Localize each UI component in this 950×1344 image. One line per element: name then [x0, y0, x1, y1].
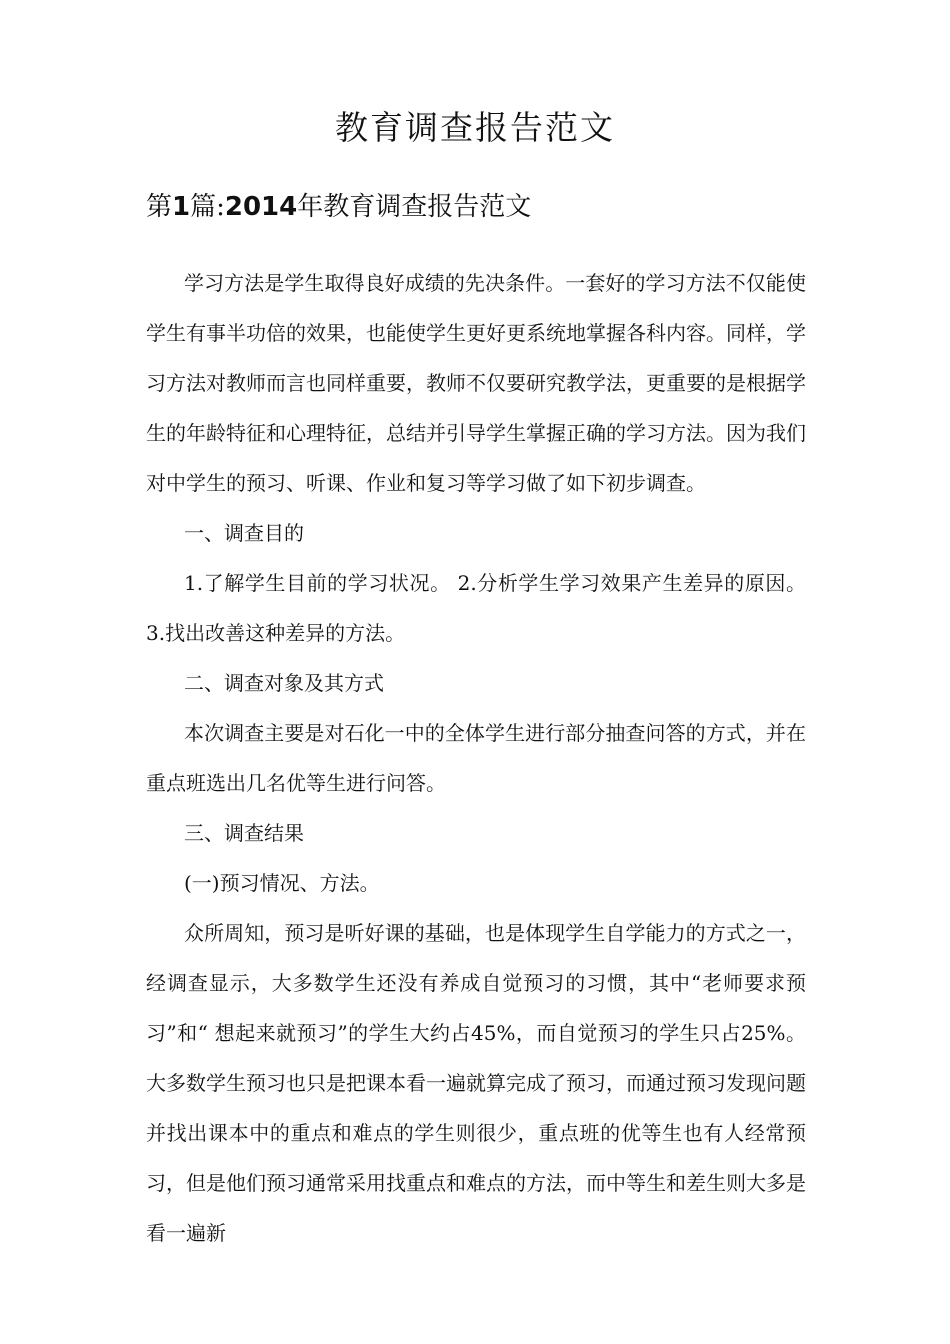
- paragraph-intro: [146, 258, 806, 508]
- heading-preview: (一)预习情况、方法。: [184, 871, 380, 895]
- document-body: [146, 258, 806, 1258]
- heading-subjects: 二、调查对象及其方式: [184, 671, 384, 695]
- heading-middle: 篇:: [190, 192, 225, 222]
- paragraph-subjects: 本次调查主要是对石化一中的全体学生进行部分抽查问答的方式，并在重点班选出几名优等生进行问答。: [146, 721, 806, 795]
- paragraph-preview: 众所周知，预习是听好课的基础，也是体现学生自学能力的方式之一，经调查显示，大多数学生还没有养成自觉预习的习惯，其中“老师要求预习”和“ 想起来就预习”的学生大约占45%，而自觉预习的学生只占25%。大多数学生预习也只是把课本看一遍就算完成了预习，而通过预习发现问题并找出课本中的重点和难点的学生则很少，重点班的优等生也有人经常预习，但是他们预习通常采用找重点和难点的方法，而中等生和差生则大多是看一遍新: [146, 921, 806, 1245]
- heading-prefix: 第: [146, 192, 173, 222]
- intro-text-before: 学习方法是学生取得良好成绩的先决条件。一套好的学习方法不仅能使学生有事半功倍的效果，也能使学生更好更系统地掌握各科内容。同样，学习方法对教师而言也同样重要，教师不仅要研究教学法，更重要的是根据学生的年龄特征和心理特征，: [146, 271, 806, 445]
- heading-suffix: 年教育调查报告范文: [297, 192, 532, 222]
- heading-purpose: 一、调查目的: [184, 521, 304, 545]
- heading-results: 三、调查结果: [184, 821, 304, 845]
- paragraph-purpose-list: 1.了解学生目前的学习状况。 2.分析学生学习效果产生差异的原因。 3.找出改善这种差异的方法。: [146, 571, 806, 645]
- document-title: 教育调查报告范文: [335, 108, 615, 147]
- heading-number: 1: [172, 192, 191, 222]
- section-heading: [146, 189, 531, 225]
- intro-text-after: 并引导学生掌握正确的学习方法。因为我们对中学生的预习、听课、作业和复习等学习做了如下初步调查。: [146, 421, 806, 495]
- intro-emphasis: 总结: [386, 421, 426, 445]
- heading-year: 2014: [224, 192, 298, 222]
